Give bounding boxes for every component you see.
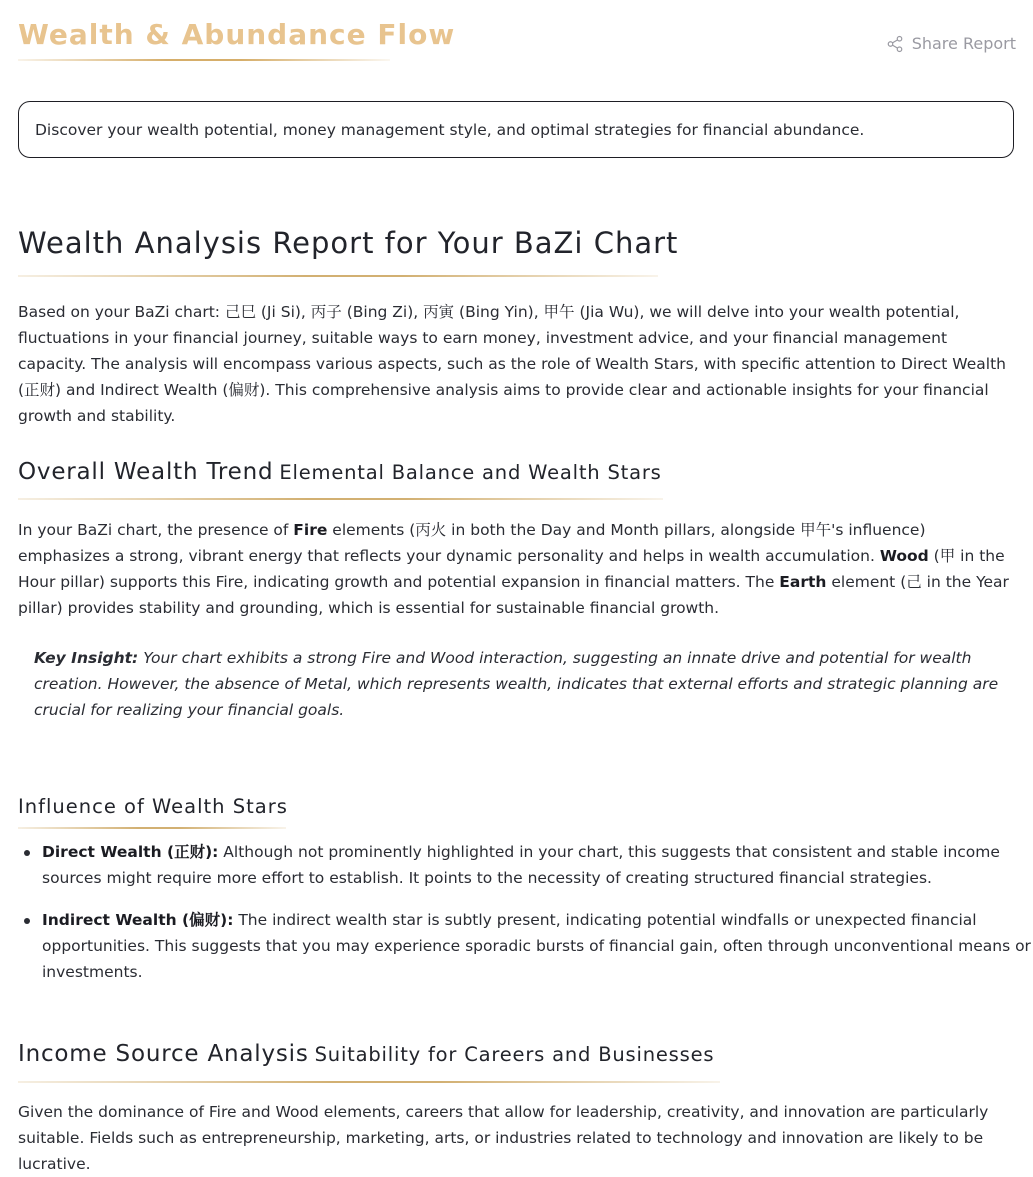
list-item: [42, 839, 1033, 891]
share-report-button[interactable]: [886, 34, 1016, 53]
overall-wealth-heading: [18, 459, 662, 485]
income-source-paragraph: Given the dominance of Fire and Wood elements, careers that allow for leadership, creativity, and innovation are particularly suitable. Fields such as entrepreneurship, marketing, arts, or industries related to technology and innovation are likely to be lucrative.: [18, 1103, 989, 1173]
income-source-underline: [18, 1081, 720, 1083]
wealth-stars-title: Influence of Wealth Stars: [18, 795, 288, 818]
income-source-subtitle: Suitability for Careers and Businesses: [314, 1043, 715, 1066]
indirect-wealth-label: Indirect Wealth (偏财):: [42, 911, 234, 929]
title-underline: [18, 59, 390, 61]
key-insight-text: Your chart exhibits a strong Fire and Wood interaction, suggesting an innate drive and potential for wealth creation. However, the absence of Metal, which represents wealth, indicates that external efforts and strategic planning are crucial for realizing your financial goals.: [34, 649, 999, 719]
overall-wealth-paragraph: [18, 517, 1016, 621]
wealth-stars-underline: [18, 827, 286, 829]
share-report-label: Share Report: [911, 34, 1016, 53]
intro-text: Discover your wealth potential, money management style, and optimal strategies for financial abundance.: [35, 120, 865, 139]
list-item: [42, 907, 1033, 985]
overall-p1: In your BaZi chart, the presence of: [18, 521, 294, 539]
wealth-stars-list: [18, 839, 1033, 1001]
share-icon: [886, 35, 904, 53]
direct-wealth-text: Although not prominently highlighted in your chart, this suggests that consistent and stable income sources might require more effort to establish. It points to the necessity of creating structured financial strategies.: [42, 843, 1000, 887]
earth-term: Earth: [779, 573, 827, 591]
overall-wealth-underline: [18, 498, 663, 500]
income-source-title: Income Source Analysis: [18, 1041, 309, 1067]
key-insight-label: Key Insight:: [34, 649, 139, 667]
header: [18, 14, 1016, 74]
overall-wealth-title: Overall Wealth Trend: [18, 459, 274, 485]
overall-p4: element (己 in the Year pillar) provides stability and grounding, which is essential for sustainable financial growth.: [18, 573, 1009, 617]
overall-wealth-subtitle: Elemental Balance and Wealth Stars: [279, 461, 662, 484]
key-insight: [18, 645, 1016, 723]
app-title: Wealth & Abundance Flow: [18, 18, 456, 51]
income-source-heading: [18, 1041, 714, 1067]
intro-box: [18, 101, 1014, 158]
overall-p2: elements (丙火 in both the Day and Month pillars, alongside 甲午's influence) emphasizes a strong, vibrant energy that reflects your dynamic personality and helps in wealth accumulation.: [18, 521, 926, 565]
fire-term: Fire: [293, 521, 328, 539]
indirect-wealth-text: The indirect wealth star is subtly present, indicating potential windfalls or unexpected financial opportunities. This suggests that you may experience sporadic bursts of financial gain, often through unconventional means or investments.: [42, 911, 1031, 981]
report-intro-paragraph: Based on your BaZi chart: 己巳 (Ji Si), 丙子 (Bing Zi), 丙寅 (Bing Yin), 甲午 (Jia Wu), we will delve into your wealth potential, fluctuations in your financial journey, suitable ways to earn money, investment advice, and your financial management capacity. The analysis will encompass various aspects, such as the role of Wealth Stars, with specific attention to Direct Wealth (正财) and Indirect Wealth (偏财). This comprehensive analysis aims to provide clear and actionable insights for your financial growth and stability.: [18, 303, 1006, 425]
report-title: Wealth Analysis Report for Your BaZi Chart: [18, 226, 679, 260]
wood-term: Wood: [879, 547, 929, 565]
direct-wealth-label: Direct Wealth (正财):: [42, 843, 219, 861]
overall-p3: (甲 in the Hour pillar) supports this Fire, indicating growth and potential expansion in financial matters. The: [18, 547, 1005, 591]
report-title-underline: [18, 275, 658, 277]
